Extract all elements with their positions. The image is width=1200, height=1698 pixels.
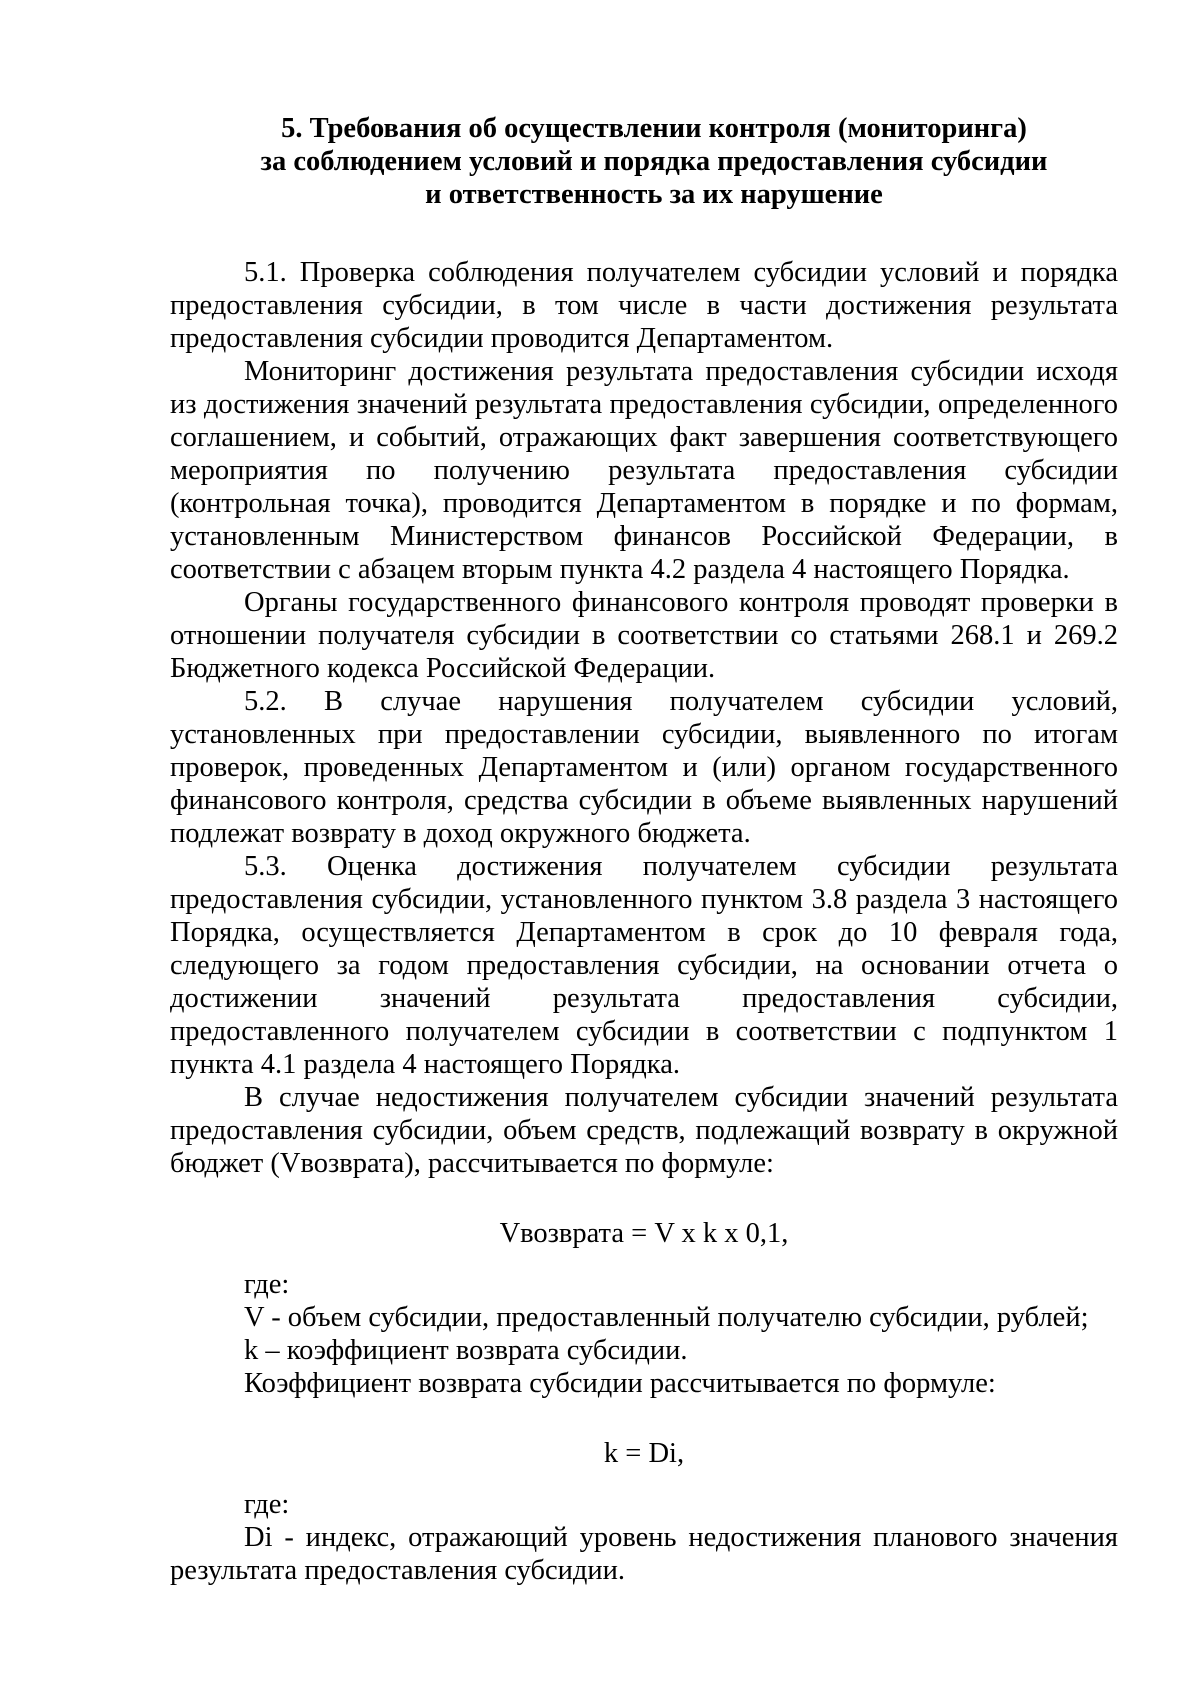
definition-di: Di - индекс, отражающий уровень недостижения планового значения результата предоставления субсидии. <box>170 1522 1118 1586</box>
heading-line-3: и ответственность за их нарушение <box>425 179 883 210</box>
paragraph-state-control: Органы государственного финансового контроля проводят проверки в отношении получателя субсидии в соответствии со статьями 268.1 и 269.2 Бюджетного кодекса Российской Федерации. <box>170 587 1118 684</box>
paragraph-5-3: 5.3. Оценка достижения получателем субсидии результата предоставления субсидии, установленного пунктом 3.8 раздела 3 настоящего Порядка, осуществляется Департаментом в срок до 10 февраля года, следующего за годом предоставления субсидии, на основании отчета о достижении значений результата предоставления субсидии, предоставленного получателем субсидии в соответствии с подпунктом 1 пункта 4.1 раздела 4 настоящего Порядка. <box>170 851 1118 1080</box>
document-body <box>170 256 1118 1587</box>
definition-k: k – коэффициент возврата субсидии. <box>244 1335 688 1366</box>
where-label-1: где: <box>244 1269 290 1300</box>
paragraph-5-2: 5.2. В случае нарушения получателем субсидии условий, установленных при предоставлении субсидии, выявленного по итогам проверок, проведенных Департаментом и (или) органом государственного финансового контроля, средства субсидии в объеме выявленных нарушений подлежат возврату в доход окружного бюджета. <box>170 686 1118 849</box>
paragraph-non-achievement: В случае недостижения получателем субсидии значений результата предоставления субсидии, объем средств, подлежащий возврату в окружной бюджет (Vвозврата), рассчитывается по формуле: <box>170 1082 1118 1179</box>
paragraph-monitoring: Мониторинг достижения результата предоставления субсидии исходя из достижения значений результата предоставления субсидии, определенного соглашением, и событий, отражающих факт завершения соответствующего мероприятия по получению результата предоставления субсидии (контрольная точка), проводится Департаментом в порядке и по формам, установленным Министерством финансов Российской Федерации, в соответствии с абзацем вторым пункта 4.2 раздела 4 настоящего Порядка. <box>170 356 1118 585</box>
formula-coefficient: k = Di, <box>603 1438 685 1469</box>
formula-return-volume: Vвозврата = V x k x 0,1, <box>499 1218 789 1249</box>
document-page <box>170 112 1118 1587</box>
paragraph-5-1: 5.1. Проверка соблюдения получателем субсидии условий и порядка предоставления субсидии, в том числе в части достижения результата предоставления субсидии проводится Департаментом. <box>170 257 1118 354</box>
k-formula-intro: Коэффициент возврата субсидии рассчитывается по формуле: <box>244 1368 996 1399</box>
definition-v: V - объем субсидии, предоставленный получателю субсидии, рублей; <box>244 1302 1089 1333</box>
where-label-2: где: <box>244 1489 290 1520</box>
heading-line-2: за соблюдением условий и порядка предоставления субсидии <box>260 146 1048 177</box>
heading-line-1: 5. Требования об осуществлении контроля (мониторинга) <box>281 113 1027 144</box>
section-heading <box>170 112 1118 211</box>
